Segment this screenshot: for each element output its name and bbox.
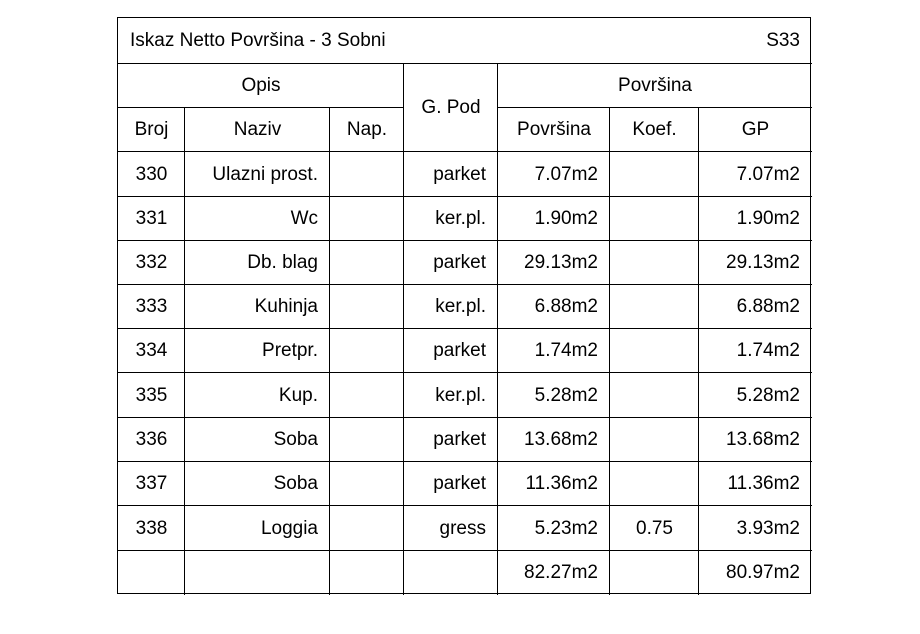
room-number: 332 bbox=[135, 252, 168, 273]
area-coefficient bbox=[610, 418, 699, 462]
gross-area: 7.07m2 bbox=[736, 163, 800, 185]
room-name: Soba bbox=[273, 429, 318, 450]
sheet-title: Iskaz Netto Površina - 3 Sobni bbox=[130, 30, 386, 51]
floor-type: parket bbox=[433, 252, 486, 273]
room-number: 334 bbox=[135, 340, 168, 361]
header-broj: Broj bbox=[134, 119, 169, 140]
area-coefficient: 0.75 bbox=[636, 517, 673, 539]
room-area: 11.36m2 bbox=[525, 473, 598, 494]
gross-area: 1.90m2 bbox=[736, 208, 800, 229]
room-number: 331 bbox=[135, 208, 168, 229]
gross-area: 13.68m2 bbox=[726, 429, 800, 450]
room-name: Db. blag bbox=[247, 252, 318, 273]
total-gross-area: 80.97m2 bbox=[726, 562, 800, 583]
grid-line bbox=[498, 107, 812, 108]
room-area: 1.90m2 bbox=[534, 208, 598, 229]
room-area: 1.74m2 bbox=[534, 340, 598, 361]
area-table bbox=[117, 17, 811, 594]
header-povrsina: Površina bbox=[517, 119, 591, 140]
header-opis: Opis bbox=[241, 75, 281, 96]
grid-line bbox=[118, 417, 812, 418]
area-coefficient bbox=[610, 241, 699, 285]
header-nap: Nap. bbox=[346, 119, 388, 140]
floor-type: ker.pl. bbox=[435, 384, 486, 406]
grid-line bbox=[118, 151, 812, 152]
header-g-pod: G. Pod bbox=[421, 97, 481, 118]
room-area: 6.88m2 bbox=[534, 296, 598, 317]
gross-area: 3.93m2 bbox=[736, 517, 800, 539]
room-area: 5.28m2 bbox=[534, 384, 598, 406]
room-note bbox=[330, 418, 404, 462]
area-coefficient bbox=[610, 329, 699, 373]
header-naziv: Naziv bbox=[233, 119, 282, 140]
room-name: Kuhinja bbox=[254, 296, 318, 317]
room-note bbox=[330, 373, 404, 418]
area-coefficient bbox=[610, 285, 699, 329]
area-coefficient bbox=[610, 462, 699, 506]
room-note bbox=[330, 152, 404, 197]
room-area: 13.68m2 bbox=[524, 429, 598, 450]
grid-line bbox=[609, 108, 610, 595]
room-note bbox=[330, 285, 404, 329]
sheet-code: S33 bbox=[766, 30, 800, 51]
room-name: Kup. bbox=[278, 384, 318, 406]
room-area: 29.13m2 bbox=[524, 252, 598, 273]
area-coefficient bbox=[610, 197, 699, 241]
room-name: Pretpr. bbox=[262, 340, 318, 361]
total-area: 82.27m2 bbox=[524, 562, 598, 583]
room-name: Ulazni prost. bbox=[212, 163, 318, 185]
floor-type: ker.pl. bbox=[435, 208, 486, 229]
grid-line bbox=[118, 328, 812, 329]
grid-line bbox=[118, 372, 812, 373]
grid-line bbox=[118, 196, 812, 197]
floor-type: parket bbox=[433, 340, 486, 361]
room-area: 7.07m2 bbox=[534, 163, 598, 185]
room-note bbox=[330, 506, 404, 551]
grid-line bbox=[118, 550, 812, 551]
floor-type: parket bbox=[433, 163, 486, 185]
grid-line bbox=[118, 284, 812, 285]
gross-area: 6.88m2 bbox=[736, 296, 800, 317]
room-number: 336 bbox=[135, 429, 168, 450]
floor-type: ker.pl. bbox=[435, 296, 486, 317]
room-name: Wc bbox=[290, 208, 318, 229]
room-note bbox=[330, 462, 404, 506]
room-name: Loggia bbox=[260, 517, 318, 539]
gross-area: 5.28m2 bbox=[736, 384, 800, 406]
floor-type: parket bbox=[433, 429, 486, 450]
floor-type: parket bbox=[433, 473, 486, 494]
area-coefficient bbox=[610, 373, 699, 418]
area-coefficient bbox=[610, 152, 699, 197]
floor-type: gress bbox=[439, 517, 486, 539]
grid-line bbox=[698, 108, 699, 595]
grid-line bbox=[184, 108, 185, 595]
gross-area: 1.74m2 bbox=[736, 340, 800, 361]
room-number: 330 bbox=[135, 163, 168, 185]
grid-line bbox=[497, 64, 498, 595]
room-note bbox=[330, 197, 404, 241]
grid-line bbox=[118, 461, 812, 462]
grid-line bbox=[118, 240, 812, 241]
grid-line bbox=[118, 107, 404, 108]
grid-line bbox=[329, 108, 330, 595]
gross-area: 29.13m2 bbox=[726, 252, 800, 273]
room-name: Soba bbox=[273, 473, 318, 494]
grid-line bbox=[403, 64, 404, 595]
room-number: 337 bbox=[135, 473, 168, 494]
room-note bbox=[330, 329, 404, 373]
header-gp: GP bbox=[741, 119, 770, 140]
room-area: 5.23m2 bbox=[534, 517, 598, 539]
header-koef: Koef. bbox=[632, 119, 677, 140]
grid-line bbox=[118, 505, 812, 506]
gross-area: 11.36m2 bbox=[727, 473, 800, 494]
header-povrsina-group: Površina bbox=[618, 75, 692, 96]
grid-line bbox=[118, 63, 812, 64]
room-number: 335 bbox=[135, 384, 168, 406]
room-number: 333 bbox=[135, 296, 168, 317]
room-note bbox=[330, 241, 404, 285]
room-number: 338 bbox=[135, 517, 168, 539]
